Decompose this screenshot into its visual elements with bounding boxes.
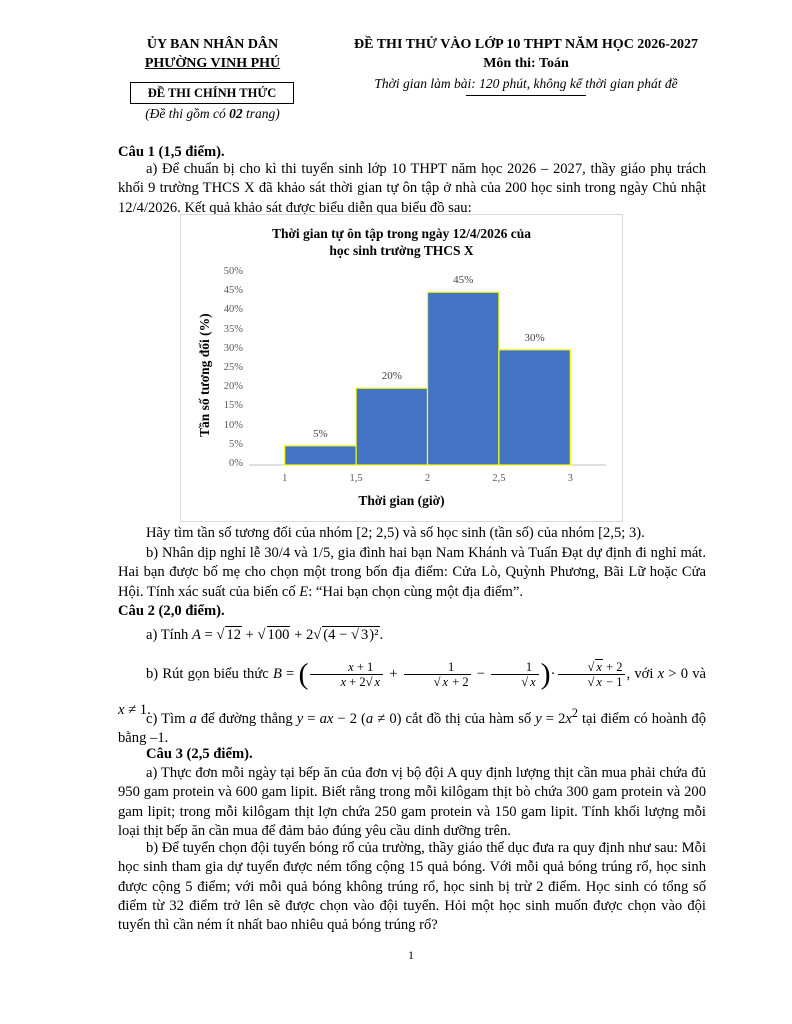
chart-x-tick-label: 1,5	[349, 473, 363, 484]
chart-bar	[499, 350, 570, 465]
pages-note-post: trang)	[242, 106, 280, 121]
chart-y-tick-label: 20%	[223, 381, 243, 393]
question-2b: b) Rút gọn biểu thức B = ( $\frac{x + 1}{x + 2√ x}$ + $\frac{1}{√ x + 2}$ − $\frac{1}{√ x}$ )· $\frac{√ x + 2}{√ x - 1}$ , với x > 0 và x ≠ 1.	[118, 657, 706, 718]
chart-y-tick-label: 25%	[223, 362, 243, 373]
chart-x-tick-label: 3	[567, 473, 573, 484]
q1b-event: E	[299, 583, 309, 600]
chart-y-axis-title: Tần số tương đối (%)	[197, 313, 212, 437]
q1a-ask-part3: .	[641, 525, 645, 541]
authority-line-1: ỦY BAN NHÂN DÂN	[146, 37, 279, 52]
chart-data-label: 20%	[381, 370, 402, 383]
chart-data-label: 45%	[453, 274, 474, 287]
chart-x-tick-label: 2	[424, 473, 431, 484]
exam-title: ĐỀ THI THỬ VÀO LỚP 10 THPT NĂM HỌC 2026-2027	[354, 37, 698, 52]
question-1b-text	[118, 544, 706, 602]
chart-bar	[428, 292, 499, 465]
chart-y-tick-label: 35%	[223, 323, 243, 335]
pages-note-pre: (Đề thi gồm có	[145, 106, 230, 121]
question-1a-ask	[118, 524, 706, 543]
q1b-part2: : “Hai bạn chọn cùng một địa điểm”.	[308, 583, 524, 600]
chart-y-tick-label: 10%	[223, 419, 243, 431]
chart-data-label: 5%	[313, 427, 328, 440]
chart-y-tick-label: 30%	[223, 342, 243, 354]
q2c-part1: c) Tìm	[146, 710, 190, 727]
exam-time: Thời gian làm bài: 120 phút, không kể thời gian phát đề	[374, 76, 678, 91]
chart-y-tick-label: 0%	[229, 458, 243, 469]
chart-y-tick-label: 45%	[223, 285, 243, 297]
chart-y-tick-label: 15%	[223, 400, 243, 412]
chart-y-tick-label: 40%	[223, 304, 243, 316]
chart-x-tick-label: 1	[282, 473, 288, 484]
chart-data-label: 30%	[524, 331, 545, 344]
question-3b-text: b) Để tuyển chọn đội tuyển bóng rổ của trường, thầy giáo thể dục đưa ra quy định như sau: Mỗi học sinh tham gia dự tuyển được ném tổng cộng 15 quả bóng. Với mỗi quả bóng trúng rổ, học sinh được cộng 5 điểm; với mỗi quả bóng không trúng rổ, học sinh bị trừ 2 điểm. Học sinh có tổng số điểm từ 32 điểm trở lên sẽ được chọn vào đội tuyển. Hỏi một học sinh muốn được chọn vào đội tuyển thì cần ném ít nhất bao nhiêu quả bóng trúng rổ?	[118, 840, 706, 934]
question-2-title: Câu 2 (2,0 điểm).	[118, 603, 225, 619]
q2b-cond-pre: , với	[626, 666, 658, 682]
chart-y-tick-label: 5%	[229, 438, 243, 450]
question-1a-text: a) Để chuẩn bị cho kì thi tuyển sinh lớp 10 THPT năm học 2026 – 2027, thầy giáo phụ trách khối 9 trường THCS X đã khảo sát thời gian tự ôn tập ở nhà của 200 học sinh trong ngày Chủ nhật 12/4/2026. Kết quả khảo sát được biểu diễn qua biểu đồ sau:	[118, 161, 706, 216]
q1a-group2: [2,5; 3)	[598, 525, 642, 541]
q2c-part4: tại điểm có hoành độ bằng –1.	[118, 710, 707, 747]
exam-time-underline	[466, 95, 586, 96]
q1b-part1: b) Nhân dịp nghỉ lễ 30/4 và 1/5, gia đình hai bạn Nam Khánh và Tuấn Đạt dự định đi nghỉ mát. Hai bạn được bố mẹ cho chọn một trong bốn địa điểm: Cửa Lò, Quỳnh Phương, Bãi Lữ hoặc Cửa Hội. Tính xác suất của biến cố	[118, 545, 706, 600]
q2b-label: b) Rút gọn biểu thức	[146, 666, 273, 682]
pages-note-num: 02	[229, 106, 243, 121]
chart-title: Thời gian tự ôn tập trong ngày 12/4/2026 của học sinh trường THCS X	[271, 226, 532, 258]
q1a-ask-part2: và số học sinh (tần số) của nhóm	[399, 525, 599, 541]
chart-x-axis-title: Thời gian (giờ)	[358, 493, 445, 508]
official-exam-box: ĐỀ THI CHÍNH THỨC	[130, 82, 294, 104]
exam-subject: Môn thi: Toán	[483, 56, 569, 71]
chart-x-tick-label: 2,5	[492, 473, 506, 484]
question-3-title: Câu 3 (2,5 điểm).	[146, 746, 253, 762]
question-2c: c) Tìm a để đường thẳng y = ax − 2 (a ≠ 0) cắt đồ thị của hàm số $y = 2x^2$ tại điểm có hoành độ bằng –1.	[118, 706, 707, 747]
page-number: 1	[408, 948, 414, 962]
chart-bar	[356, 388, 427, 465]
question-2a	[118, 626, 706, 645]
pages-note	[110, 106, 315, 122]
q1a-ask-part1: Hãy tìm tần số tương đối của nhóm	[146, 525, 357, 541]
question-3a-text: a) Thực đơn mỗi ngày tại bếp ăn của đơn vị bộ đội A quy định lượng thịt cần mua phải chứa đủ 950 gam protein và 600 gam lipit. Biết rằng trong mỗi kilôgam thịt bò chứa 300 gam protein và 200 gam lipit; trong mỗi kilôgam thịt lợn chứa 250 gam protein và 150 gam lipit. Tính khối lượng mỗi loại thịt bếp ăn cần mua để đảm bảo đúng yêu cầu dinh dưỡng trên.	[118, 765, 706, 839]
question-1-title: Câu 1 (1,5 điểm).	[118, 144, 225, 160]
q2c-part2: để đường thẳng	[196, 710, 297, 727]
histogram-chart	[180, 214, 623, 522]
q1a-group1: [2; 2,5)	[356, 525, 400, 541]
q2b-cond-mid: và	[688, 666, 706, 682]
authority-line-2: PHƯỜNG VINH PHÚ	[144, 56, 281, 71]
chart-bar	[285, 446, 356, 465]
q2b-formula: B = ( $\frac{x + 1}{x + 2√ x}$ + $\frac{1}{√ x + 2}$ − $\frac{1}{√ x}$ )· $\frac{√ x + 2}{√ x - 1}$	[272, 657, 623, 691]
q2a-formula: A = √ 12 + √ 100 + 2√ (4 − √ 3)².	[191, 627, 384, 643]
q2a-label: a) Tính	[146, 627, 192, 643]
chart-y-tick-label: 50%	[223, 266, 243, 277]
q2c-part3: cắt đồ thị của hàm số	[401, 710, 536, 727]
